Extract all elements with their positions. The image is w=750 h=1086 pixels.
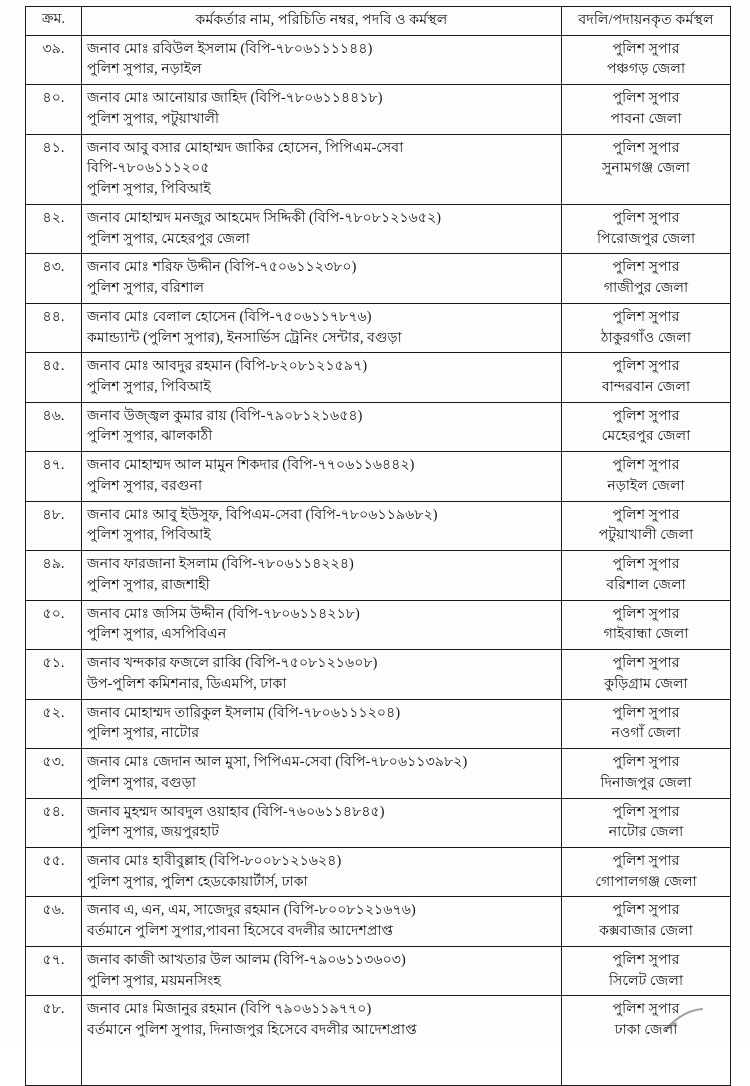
officer-detail-line: পুলিশ সুপার, ঝালকাঠী <box>87 428 213 445</box>
row-officer-details <box>82 303 562 352</box>
new-posting-line: নওগাঁ জেলা <box>611 725 681 742</box>
new-posting-line: পুলিশ সুপার <box>612 655 680 672</box>
officer-detail-line: জনাব মোঃ আনোয়ার জাহিদ (বিপি-৭৮০৬১১৪৪১৮) <box>87 90 383 107</box>
table-row <box>26 897 731 946</box>
new-posting-line: ঢাকা জেলা <box>614 1022 678 1039</box>
row-serial-number: ৫১. <box>26 650 82 699</box>
officer-detail-line: পুলিশ সুপার, পিবিআই <box>87 181 211 198</box>
row-new-posting <box>562 699 731 748</box>
officer-detail-line: বিপি-৭৮০৬১১১২০৫ <box>87 160 210 177</box>
table-row <box>26 204 731 253</box>
officer-detail-line: জনাব মোঃ রবিউল ইসলাম (বিপি-৭৮০৬১১১১৪৪) <box>87 40 373 57</box>
officer-detail-line: জনাব মোঃ জসিম উদ্দীন (বিপি-৭৮০৬১১৪২১৮) <box>87 605 360 622</box>
row-officer-details <box>82 204 562 253</box>
officer-detail-line: পুলিশ সুপার, মেহেরপুর জেলা <box>87 230 250 247</box>
row-officer-details <box>82 798 562 847</box>
row-officer-details <box>82 501 562 550</box>
row-officer-details <box>82 402 562 451</box>
row-serial-number: ৪৩. <box>26 254 82 303</box>
row-officer-details <box>82 847 562 896</box>
new-posting-line: পুলিশ সুপার <box>612 605 680 622</box>
new-posting-line: পুলিশ সুপার <box>612 803 680 820</box>
new-posting-line: গাজীপুর জেলা <box>603 280 689 297</box>
row-new-posting <box>562 353 731 402</box>
table-row <box>26 35 731 84</box>
row-serial-number: ৪৯. <box>26 551 82 600</box>
officer-detail-line: জনাব খন্দকার ফজলে রাব্বি (বিপি-৭৫০৮১২১৬০৮) <box>87 655 378 672</box>
table-row <box>26 650 731 699</box>
officer-detail-line: জনাব মোহাম্মদ মনজুর আহমেদ সিদ্দিকী (বিপি-৭৮০৮১২১৬৫২) <box>87 209 442 226</box>
row-officer-details <box>82 946 562 995</box>
officer-detail-line: জনাব মোঃ আবদুর রহমান (বিপি-৮২০৮১২১৫৯৭) <box>87 358 368 375</box>
row-serial-number: ৪৪. <box>26 303 82 352</box>
new-posting-line: পঞ্চগড় জেলা <box>606 61 686 78</box>
officer-detail-line: জনাব আবু বসার মোহাম্মদ জাকির হোসেন, পিপিএম-সেবা <box>87 139 404 156</box>
column-header-new-posting: বদলি/পদায়নকৃত কর্মস্থল <box>562 7 731 36</box>
new-posting-line: নড়াইল জেলা <box>607 477 685 494</box>
row-new-posting <box>562 798 731 847</box>
row-officer-details <box>82 749 562 798</box>
row-serial-number: ৫৬. <box>26 897 82 946</box>
new-posting-line: পুলিশ সুপার <box>612 457 680 474</box>
table-header <box>26 7 731 36</box>
new-posting-line: পটুয়াখালী জেলা <box>598 527 694 544</box>
table-row <box>26 946 731 995</box>
row-new-posting <box>562 897 731 946</box>
new-posting-line: কুড়িগ্রাম জেলা <box>604 675 688 692</box>
row-serial-number: ৫২. <box>26 699 82 748</box>
officer-detail-line: জনাব কাজী আখতার উল আলম (বিপি-৭৯০৬১১৩৬০৩) <box>87 951 406 968</box>
new-posting-line: পুলিশ সুপার <box>612 754 680 771</box>
table-row <box>26 600 731 649</box>
officer-detail-line: জনাব মোহাম্মদ আল মামুন শিকদার (বিপি-৭৭০৬১১৬৪৪২) <box>87 457 415 474</box>
column-header-officer-details: কর্মকর্তার নাম, পরিচিতি নম্বর, পদবি ও কর্মস্থল <box>82 7 562 36</box>
row-officer-details <box>82 452 562 501</box>
new-posting-line: পুলিশ সুপার <box>612 139 680 156</box>
row-serial-number: ৪২. <box>26 204 82 253</box>
row-serial-number: ৫৩. <box>26 749 82 798</box>
table-row <box>26 798 731 847</box>
officer-detail-line: জনাব মোঃ শরিফ উদ্দীন (বিপি-৭৫০৬১১২৩৮০) <box>87 259 357 276</box>
table-body <box>26 35 731 1085</box>
column-header-serial: ক্রম. <box>26 7 82 36</box>
new-posting-line: পুলিশ সুপার <box>612 951 680 968</box>
row-serial-number: ৫৪. <box>26 798 82 847</box>
officer-detail-line: জনাব মোহাম্মদ তারিকুল ইসলাম (বিপি-৭৮০৬১১১২০৪) <box>87 704 401 721</box>
row-officer-details <box>82 134 562 204</box>
officer-detail-line: কমান্ড্যান্ট (পুলিশ সুপার), ইনসার্ভিস ট্রেনিং সেন্টার, বগুড়া <box>87 329 402 346</box>
officer-detail-line: জনাব ফারজানা ইসলাম (বিপি-৭৮০৬১১৪২২৪) <box>87 556 354 573</box>
new-posting-line: পুলিশ সুপার <box>612 259 680 276</box>
new-posting-line: পুলিশ সুপার <box>612 308 680 325</box>
row-new-posting <box>562 254 731 303</box>
new-posting-line: নাটোর জেলা <box>608 824 684 841</box>
row-new-posting <box>562 204 731 253</box>
row-new-posting <box>562 749 731 798</box>
table-row <box>26 303 731 352</box>
officer-detail-line: জনাব উজ্জ্বল কুমার রায় (বিপি-৭৯০৮১২১৬৫৪) <box>87 407 363 424</box>
officer-detail-line: পুলিশ সুপার, জয়পুরহাট <box>87 824 220 841</box>
new-posting-line: সুনামগঞ্জ জেলা <box>602 160 690 177</box>
row-officer-details <box>82 353 562 402</box>
officer-detail-line: পুলিশ সুপার, নাটোর <box>87 725 200 742</box>
officer-detail-line: জনাব মোঃ বেলাল হোসেন (বিপি-৭৫০৬১১৭৮৭৬) <box>87 308 372 325</box>
new-posting-line: দিনাজপুর জেলা <box>600 774 692 791</box>
new-posting-line: গাইবান্ধা জেলা <box>603 626 689 643</box>
new-posting-line: পুলিশ সুপার <box>612 902 680 919</box>
officer-detail-line: জনাব মোঃ আবু ইউসুফ, বিপিএম-সেবা (বিপি-৭৮০৬১১৯৬৮২) <box>87 506 438 523</box>
row-new-posting <box>562 501 731 550</box>
row-new-posting <box>562 551 731 600</box>
row-new-posting <box>562 452 731 501</box>
row-new-posting <box>562 650 731 699</box>
table-row <box>26 353 731 402</box>
officer-detail-line: জনাব এ, এন, এম, সাজেদুর রহমান (বিপি-৮০০৮১২১৬৭৬) <box>87 902 416 919</box>
officer-detail-line: উপ-পুলিশ কমিশনার, ডিএমপি, ঢাকা <box>87 675 287 692</box>
officer-detail-line: পুলিশ সুপার, বগুড়া <box>87 774 196 791</box>
officer-detail-line: বর্তমানে পুলিশ সুপার, দিনাজপুর হিসেবে বদলীর আদেশপ্রাপ্ত <box>87 1022 417 1039</box>
officer-detail-line: জনাব মোঃ জেদান আল মুসা, পিপিএম-সেবা (বিপি-৭৮০৬১১৩৯৮২) <box>87 754 468 771</box>
officer-detail-line: জনাব মোঃ হাবীবুল্লাহ (বিপি-৮০০৮১২১৬২৪) <box>87 852 342 869</box>
new-posting-line: সিলেট জেলা <box>608 972 684 989</box>
row-new-posting <box>562 402 731 451</box>
table-row <box>26 699 731 748</box>
row-serial-number: ৫০. <box>26 600 82 649</box>
row-officer-details <box>82 35 562 84</box>
officer-detail-line: জনাব মোঃ মিজানুর রহমান (বিপি ৭৯০৬১১৯৭৭০) <box>87 1001 372 1018</box>
row-serial-number: ৫৭. <box>26 946 82 995</box>
new-posting-line: পুলিশ সুপার <box>612 407 680 424</box>
row-serial-number: ৪৫. <box>26 353 82 402</box>
row-serial-number: ৪৭. <box>26 452 82 501</box>
row-serial-number: ৫৮. <box>26 996 82 1085</box>
row-serial-number: ৪৬. <box>26 402 82 451</box>
new-posting-line: পুলিশ সুপার <box>612 358 680 375</box>
table-row <box>26 452 731 501</box>
table-header-row <box>26 7 731 36</box>
row-new-posting <box>562 134 731 204</box>
row-serial-number: ৪০. <box>26 85 82 134</box>
officer-detail-line: পুলিশ সুপার, বরগুনা <box>87 477 203 494</box>
new-posting-line: পুলিশ সুপার <box>612 852 680 869</box>
row-serial-number: ৪৮. <box>26 501 82 550</box>
row-new-posting <box>562 85 731 134</box>
row-officer-details <box>82 650 562 699</box>
officer-detail-line: পুলিশ সুপার, নড়াইল <box>87 61 202 78</box>
officer-detail-line: পুলিশ সুপার, ময়মনসিংহ <box>87 972 221 989</box>
table-row <box>26 551 731 600</box>
new-posting-line: বান্দরবান জেলা <box>601 379 691 396</box>
officer-detail-line: পুলিশ সুপার, বরিশাল <box>87 280 205 297</box>
row-officer-details <box>82 699 562 748</box>
new-posting-line: কক্সবাজার জেলা <box>599 923 693 940</box>
row-officer-details <box>82 600 562 649</box>
row-officer-details <box>82 551 562 600</box>
table-row <box>26 134 731 204</box>
row-new-posting <box>562 600 731 649</box>
officer-detail-line: পুলিশ সুপার, এসপিবিএন <box>87 626 227 643</box>
new-posting-line: পুলিশ সুপার <box>612 40 680 57</box>
new-posting-line: পুলিশ সুপার <box>612 1001 680 1018</box>
new-posting-line: পাবনা জেলা <box>610 110 682 127</box>
officer-detail-line: পুলিশ সুপার, পিবিআই <box>87 527 211 544</box>
new-posting-line: পুলিশ সুপার <box>612 506 680 523</box>
row-new-posting <box>562 303 731 352</box>
table-row <box>26 85 731 134</box>
table-row <box>26 501 731 550</box>
table-row <box>26 749 731 798</box>
row-serial-number: ৪১. <box>26 134 82 204</box>
row-serial-number: ৩৯. <box>26 35 82 84</box>
new-posting-line: পুলিশ সুপার <box>612 556 680 573</box>
row-new-posting <box>562 946 731 995</box>
table-row <box>26 847 731 896</box>
officer-detail-line: পুলিশ সুপার, পুলিশ হেডকোয়ার্টার্স, ঢাকা <box>87 873 308 890</box>
officer-detail-line: পুলিশ সুপার, রাজশাহী <box>87 576 210 593</box>
new-posting-line: পুলিশ সুপার <box>612 209 680 226</box>
row-officer-details <box>82 85 562 134</box>
officer-detail-line: জনাব মুহম্মদ আবদুল ওয়াহাব (বিপি-৭৬০৬১১৪৮৪৫) <box>87 803 385 820</box>
row-officer-details <box>82 897 562 946</box>
officer-detail-line: বর্তমানে পুলিশ সুপার,পাবনা হিসেবে বদলীর আদেশপ্রাপ্ত <box>87 923 394 940</box>
new-posting-line: মেহেরপুর জেলা <box>601 428 691 445</box>
new-posting-line: পুলিশ সুপার <box>612 704 680 721</box>
row-serial-number: ৫৫. <box>26 847 82 896</box>
table-row <box>26 402 731 451</box>
new-posting-line: গোপালগঞ্জ জেলা <box>595 873 697 890</box>
new-posting-line: পিরোজপুর জেলা <box>596 230 696 247</box>
table-row <box>26 254 731 303</box>
row-officer-details <box>82 254 562 303</box>
officer-detail-line: পুলিশ সুপার, পটুয়াখালী <box>87 110 220 127</box>
row-new-posting <box>562 847 731 896</box>
transfer-order-table <box>25 6 731 1086</box>
officer-detail-line: পুলিশ সুপার, পিবিআই <box>87 379 211 396</box>
new-posting-line: পুলিশ সুপার <box>612 90 680 107</box>
new-posting-line: ঠাকুরগাঁও জেলা <box>601 329 691 346</box>
new-posting-line: বরিশাল জেলা <box>606 576 686 593</box>
row-new-posting <box>562 35 731 84</box>
